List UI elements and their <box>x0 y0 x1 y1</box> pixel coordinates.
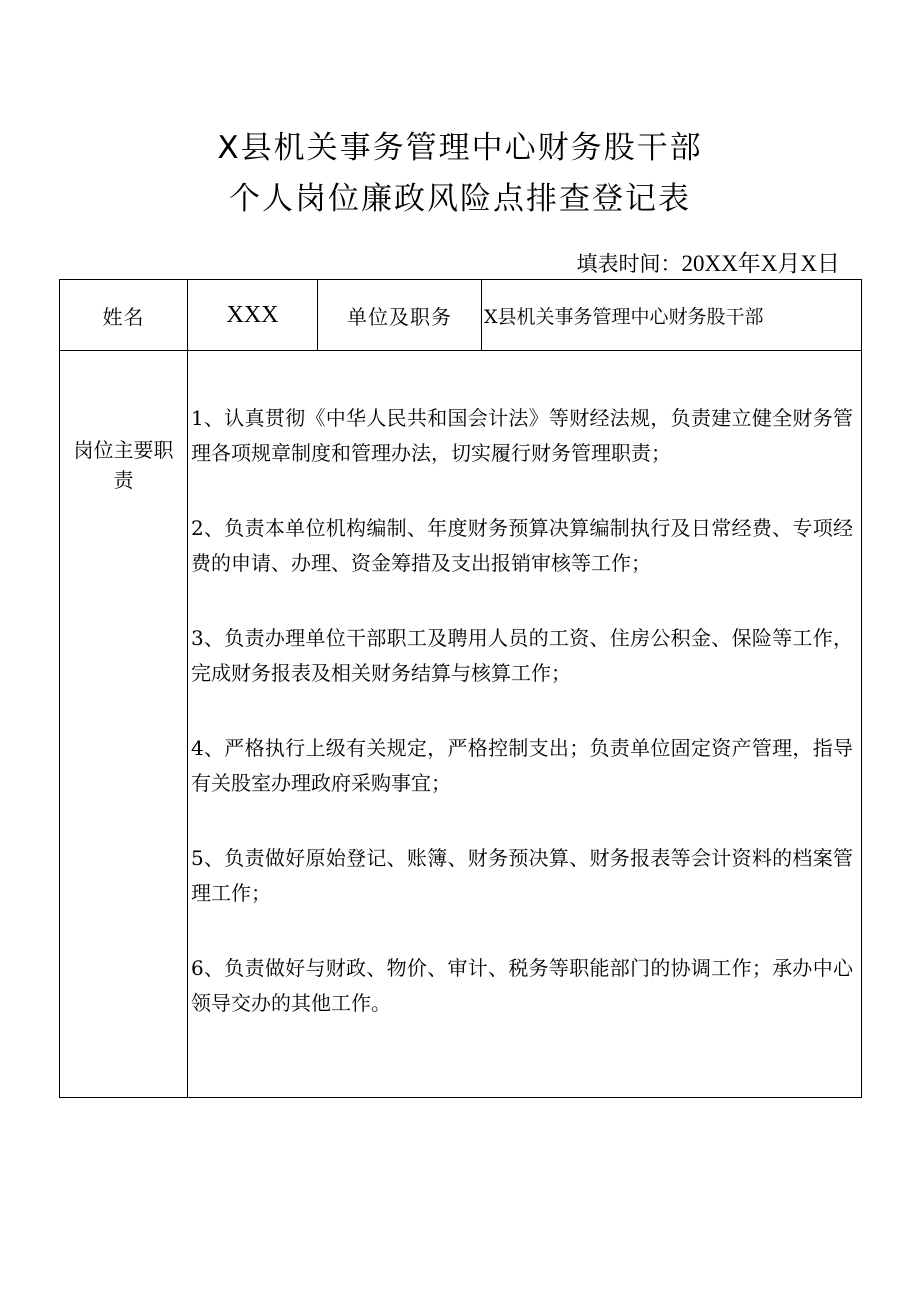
duty-item-4: 4、严格执行上级有关规定，严格控制支出；负责单位固定资产管理，指导有关股室办理政府采购事宜； <box>191 736 853 795</box>
duties-label: 岗位主要职责 <box>60 351 188 1098</box>
fill-date <box>577 252 840 275</box>
document-title-line2: 个人岗位廉政风险点排查登记表 <box>229 181 691 217</box>
duties-content <box>188 351 862 1098</box>
duty-item-2: 2、负责本单位机构编制、年度财务预算决算编制执行及日常经费、专项经费的申请、办理、资金筹措及支出报销审核等工作； <box>191 516 853 575</box>
unit-position-value: X县机关事务管理中心财务股干部 <box>482 280 862 351</box>
header-row <box>60 280 862 351</box>
registration-form-table <box>59 279 862 1098</box>
duty-item-6: 6、负责做好与财政、物价、审计、税务等职能部门的协调工作；承办中心领导交办的其他工作。 <box>191 956 853 1015</box>
document-title-line1: X县机关事务管理中心财务股干部 <box>217 130 703 166</box>
unit-position-label: 单位及职务 <box>318 280 482 351</box>
duty-item-5: 5、负责做好原始登记、账簿、财务预决算、财务报表等会计资料的档案管理工作； <box>191 846 853 905</box>
fill-date-value: 20XX年X月X日 <box>681 251 840 276</box>
fill-date-label: 填表时间： <box>576 252 682 276</box>
name-label: 姓名 <box>60 280 188 351</box>
name-value: XXX <box>188 280 318 351</box>
duty-item-1: 1、认真贯彻《中华人民共和国会计法》等财经法规，负责建立健全财务管理各项规章制度和管理办法，切实履行财务管理职责； <box>191 406 853 465</box>
duty-item-3: 3、负责办理单位干部职工及聘用人员的工资、住房公积金、保险等工作，完成财务报表及相关财务结算与核算工作； <box>191 626 853 685</box>
duties-row <box>60 351 862 1098</box>
